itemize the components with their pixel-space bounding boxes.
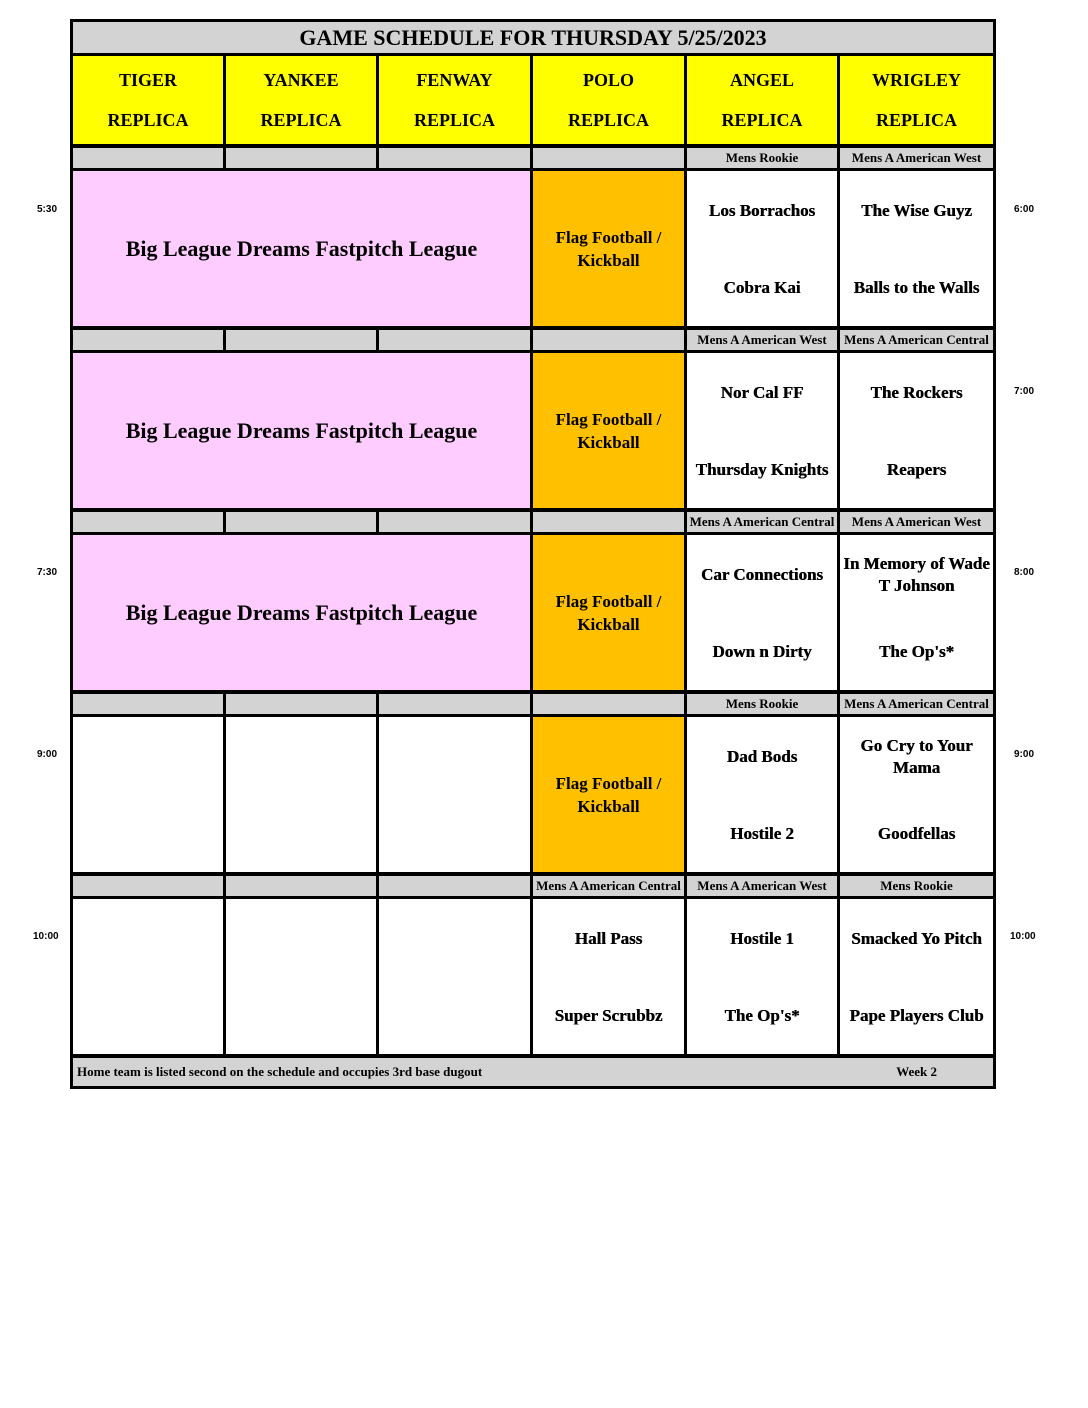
flag-football-block: Flag Football / Kickball bbox=[533, 535, 684, 690]
home-team: Thursday Knights bbox=[695, 460, 829, 479]
away-team: Nor Cal FF bbox=[720, 383, 804, 402]
game-cell-polo bbox=[533, 899, 684, 1054]
home-team-note: Home team is listed second on the schedule and occupies 3rd base dugout bbox=[77, 1064, 483, 1079]
game-cell-wrigley bbox=[840, 899, 993, 1054]
away-team: Go Cry to Your Mama bbox=[860, 736, 973, 777]
empty-field-cell bbox=[379, 717, 530, 872]
away-team: Dad Bods bbox=[726, 747, 798, 766]
game-cell-angel bbox=[687, 535, 837, 690]
field-name: TIGER bbox=[118, 69, 178, 90]
division-label: Mens Rookie bbox=[840, 876, 993, 896]
flag-football-block: Flag Football / Kickball bbox=[533, 353, 684, 508]
fastpitch-block: Big League Dreams Fastpitch League bbox=[73, 535, 530, 690]
field-sub: REPLICA bbox=[567, 109, 649, 130]
empty-field-cell bbox=[73, 717, 223, 872]
page-title: GAME SCHEDULE FOR THURSDAY 5/25/2023 bbox=[73, 22, 993, 53]
game-cell-angel bbox=[687, 717, 837, 872]
time-label-right: 9:00 bbox=[1014, 749, 1035, 760]
away-team: Los Borrachos bbox=[708, 201, 816, 220]
empty-field-cell bbox=[379, 899, 530, 1054]
time-label-right: 7:00 bbox=[1014, 386, 1035, 397]
division-cell bbox=[379, 876, 530, 896]
game-cell-wrigley bbox=[840, 535, 993, 690]
field-name: YANKEE bbox=[263, 69, 339, 90]
footer-bar bbox=[73, 1058, 993, 1086]
division-cell bbox=[533, 330, 684, 350]
field-sub: REPLICA bbox=[875, 109, 957, 130]
division-cell bbox=[226, 512, 376, 532]
home-team: Goodfellas bbox=[877, 824, 956, 843]
division-label: Mens A American West bbox=[687, 330, 837, 350]
division-cell bbox=[379, 148, 530, 168]
home-team: Down n Dirty bbox=[712, 642, 812, 661]
home-team: Reapers bbox=[886, 460, 947, 479]
division-cell bbox=[226, 694, 376, 714]
game-cell-wrigley bbox=[840, 171, 993, 326]
home-team: Hostile 2 bbox=[730, 824, 794, 843]
division-label: Mens A American Central bbox=[687, 512, 837, 532]
time-label-left: 5:30 bbox=[37, 204, 58, 215]
division-label: Mens Rookie bbox=[687, 694, 837, 714]
field-header-fenway bbox=[379, 56, 530, 144]
time-label-right: 10:00 bbox=[1010, 931, 1036, 942]
schedule-sheet bbox=[70, 19, 996, 1089]
game-cell-angel bbox=[687, 171, 837, 326]
time-label-left: 7:30 bbox=[37, 567, 58, 578]
field-name: FENWAY bbox=[416, 69, 493, 90]
empty-field-cell bbox=[226, 899, 376, 1054]
division-label: Mens A American West bbox=[687, 876, 837, 896]
away-team: The Wise Guyz bbox=[861, 201, 972, 220]
division-cell bbox=[379, 330, 530, 350]
flag-football-block: Flag Football / Kickball bbox=[533, 717, 684, 872]
division-cell bbox=[379, 512, 530, 532]
home-team: Balls to the Walls bbox=[853, 278, 980, 297]
time-label-right: 8:00 bbox=[1014, 567, 1035, 578]
time-label-right: 6:00 bbox=[1014, 204, 1035, 215]
field-sub: REPLICA bbox=[721, 109, 803, 130]
division-cell bbox=[73, 694, 223, 714]
field-header-polo bbox=[533, 56, 684, 144]
home-team: Pape Players Club bbox=[849, 1006, 984, 1025]
division-cell bbox=[379, 694, 530, 714]
away-team: Car Connections bbox=[701, 565, 823, 584]
week-label: Week 2 bbox=[896, 1064, 937, 1079]
away-team: The Rockers bbox=[870, 383, 963, 402]
division-cell bbox=[226, 876, 376, 896]
division-cell bbox=[73, 330, 223, 350]
field-name: WRIGLEY bbox=[871, 69, 961, 90]
division-cell bbox=[226, 148, 376, 168]
division-cell bbox=[73, 148, 223, 168]
time-label-left: 9:00 bbox=[37, 749, 58, 760]
division-cell bbox=[73, 876, 223, 896]
field-sub: REPLICA bbox=[413, 109, 495, 130]
home-team: The Op's* bbox=[724, 1006, 800, 1025]
time-label-left: 10:00 bbox=[33, 931, 59, 942]
division-label: Mens A American West bbox=[840, 148, 993, 168]
field-sub: REPLICA bbox=[107, 109, 189, 130]
fastpitch-block: Big League Dreams Fastpitch League bbox=[73, 171, 530, 326]
division-label: Mens A American Central bbox=[840, 330, 993, 350]
division-label: Mens A American Central bbox=[840, 694, 993, 714]
away-team: In Memory of Wade T Johnson bbox=[843, 554, 990, 595]
home-team: The Op's* bbox=[878, 642, 955, 661]
division-cell bbox=[533, 694, 684, 714]
division-label: Mens A American West bbox=[840, 512, 993, 532]
home-team: Cobra Kai bbox=[723, 278, 801, 297]
flag-football-block: Flag Football / Kickball bbox=[533, 171, 684, 326]
empty-field-cell bbox=[73, 899, 223, 1054]
field-header-yankee bbox=[226, 56, 376, 144]
game-cell-wrigley bbox=[840, 353, 993, 508]
field-name: ANGEL bbox=[729, 69, 794, 90]
fastpitch-block: Big League Dreams Fastpitch League bbox=[73, 353, 530, 508]
division-cell bbox=[226, 330, 376, 350]
field-header-tiger bbox=[73, 56, 223, 144]
field-sub: REPLICA bbox=[260, 109, 342, 130]
empty-field-cell bbox=[226, 717, 376, 872]
away-team: Smacked Yo Pitch bbox=[851, 929, 982, 948]
away-team: Hostile 1 bbox=[730, 929, 794, 948]
field-header-angel bbox=[687, 56, 837, 144]
field-name: POLO bbox=[582, 69, 634, 90]
game-cell-angel bbox=[687, 353, 837, 508]
game-cell-wrigley bbox=[840, 717, 993, 872]
division-label: Mens Rookie bbox=[687, 148, 837, 168]
game-cell-angel bbox=[687, 899, 837, 1054]
division-cell bbox=[533, 148, 684, 168]
division-cell bbox=[73, 512, 223, 532]
field-header-wrigley bbox=[840, 56, 993, 144]
division-label: Mens A American Central bbox=[533, 876, 684, 896]
division-cell bbox=[533, 512, 684, 532]
home-team: Super Scrubbz bbox=[554, 1006, 663, 1025]
away-team: Hall Pass bbox=[574, 929, 643, 948]
